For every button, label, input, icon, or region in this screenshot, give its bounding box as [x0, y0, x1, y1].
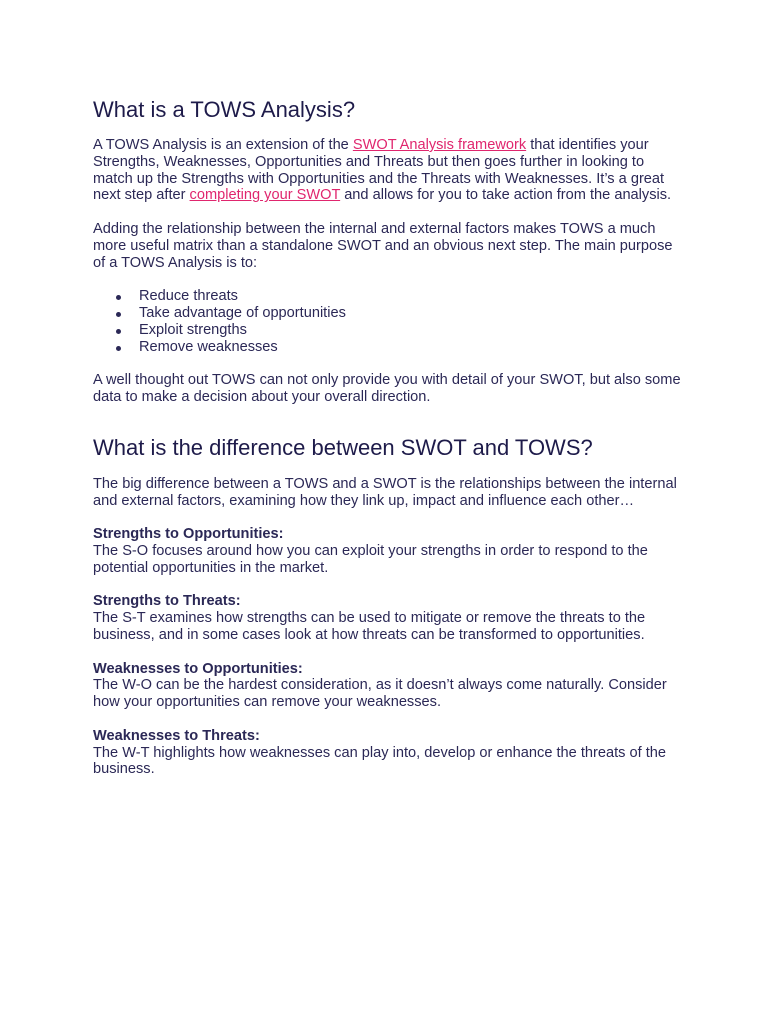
heading-what-is-tows: What is a TOWS Analysis?: [93, 97, 356, 122]
document-page: [93, 96, 683, 795]
intro-text-start: A TOWS Analysis is an extension of the: [93, 137, 353, 153]
list-item-text: Remove weaknesses: [139, 338, 278, 355]
completing-swot-link[interactable]: completing your SWOT: [189, 187, 341, 204]
weaknesses-opportunities-title: Weaknesses to Opportunities:: [93, 660, 303, 677]
relationship-paragraph: Adding the relationship between the internal and external factors makes TOWS a much more useful matrix than a standalone SWOT and an obvious next step. The main purpose of a TOWS Analysis is to:: [93, 220, 673, 271]
list-item: [93, 322, 683, 339]
list-item: [93, 305, 683, 322]
difference-intro-paragraph: The big difference between a TOWS and a SWOT is the relationships between the internal and external factors, examining how they link up, impact and influence each other…: [93, 475, 677, 509]
list-item-text: Exploit strengths: [139, 321, 247, 338]
strengths-opportunities-block: [93, 526, 683, 576]
heading-swot-vs-tows: What is the difference between SWOT and TOWS?: [93, 434, 593, 460]
swot-framework-link[interactable]: SWOT Analysis framework: [352, 137, 527, 153]
strengths-opportunities-title: Strengths to Opportunities:: [93, 526, 284, 543]
list-item-text: Reduce threats: [139, 288, 238, 305]
weaknesses-threats-block: [93, 728, 683, 778]
intro-paragraph: [93, 137, 683, 204]
intro-text-end: and allows for you to take action from the analysis.: [340, 187, 672, 204]
list-item: [93, 288, 683, 305]
strengths-opportunities-text: The S-O focuses around how you can exploit your strengths in order to respond to the potential opportunities in the market.: [93, 542, 648, 576]
bullet-icon: [116, 329, 121, 334]
strengths-threats-block: [93, 593, 683, 643]
strengths-threats-title: Strengths to Threats:: [93, 593, 241, 610]
bullet-icon: [116, 312, 121, 317]
list-item-text: Take advantage of opportunities: [139, 304, 346, 321]
strengths-threats-text: The S-T examines how strengths can be used to mitigate or remove the threats to the business, and in some cases look at how threats can be transformed to opportunities.: [93, 610, 646, 643]
weaknesses-threats-text: The W-T highlights how weaknesses can play into, develop or enhance the threats of the business.: [93, 744, 667, 778]
weaknesses-opportunities-block: [93, 661, 683, 711]
intro-text-middle: that identifies your Strengths, Weaknesses, Opportunities and Threats but then goes further in looking to match up the Strengths with Opportunities and the Threats with Weaknesses. It’s a great next step after: [93, 137, 665, 204]
weaknesses-opportunities-text: The W-O can be the hardest consideration, as it doesn’t always come naturally. Consider how your opportunities can remove your weaknesses.: [93, 677, 667, 711]
conclusion-paragraph: A well thought out TOWS can not only provide you with detail of your SWOT, but also some data to make a decision about your overall direction.: [93, 372, 681, 405]
bullet-icon: [116, 295, 121, 300]
bullet-icon: [116, 346, 121, 351]
weaknesses-threats-title: Weaknesses to Threats:: [93, 727, 260, 744]
list-item: [93, 339, 683, 356]
purpose-list: [93, 288, 683, 355]
